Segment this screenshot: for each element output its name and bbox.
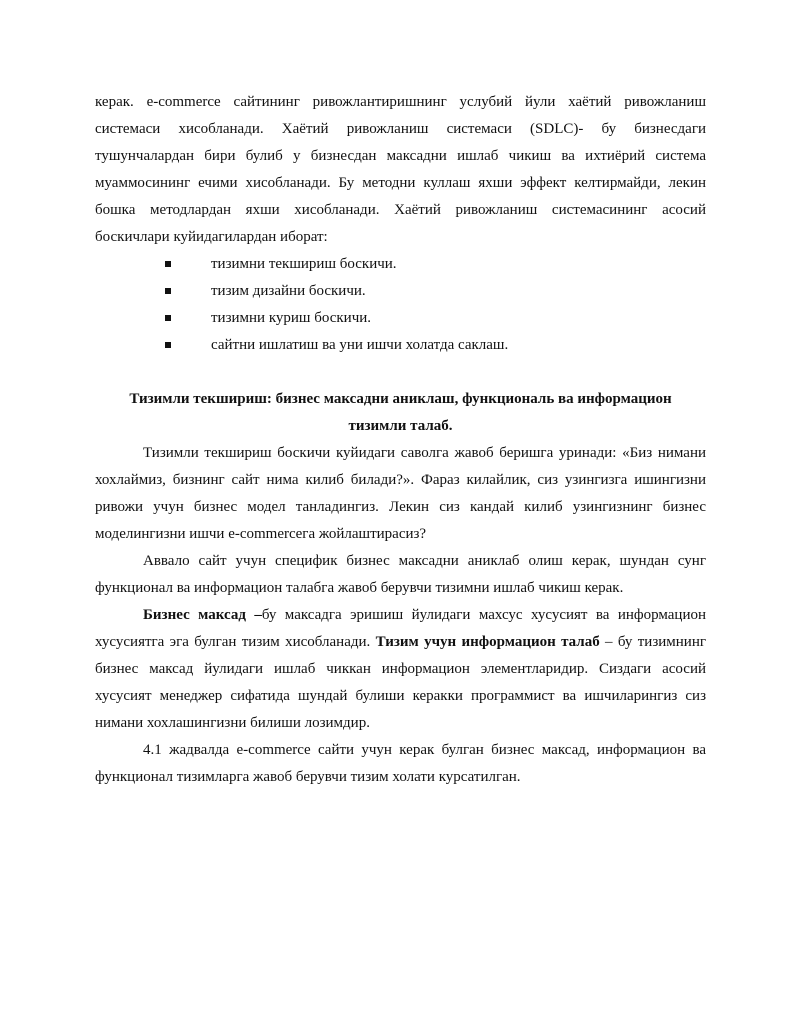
paragraph-2: Аввало сайт учун специфик бизнес максадни аниклаб олиш керак, шундан сунг функционал ва информацион талабга жавоб берувчи тизимни ишлаб чикиш керак. bbox=[95, 553, 706, 596]
list-item-text: тизим дизайни боскичи. bbox=[211, 283, 366, 299]
section-heading-line-2: тизимли талаб. bbox=[348, 418, 453, 434]
bullet-icon bbox=[165, 315, 171, 321]
paragraph-4: 4.1 жадвалда e-commerce сайти учун керак булган бизнес максад, информацион ва функционал тизимларга жавоб берувчи тизим холати курсатилган. bbox=[95, 742, 706, 785]
paragraph-3 bbox=[95, 602, 706, 737]
list-item bbox=[95, 305, 706, 332]
page-content bbox=[95, 89, 706, 791]
term-business-goal: Бизнес максад – bbox=[143, 607, 262, 623]
section-heading bbox=[95, 386, 706, 440]
paragraph-3-text-2: – бу тизимнинг бизнес максад йулидаги ишлаб чиккан информацион элементларидир. Сиздаги асосий хусусият менеджер сифатида шундай булиши керакки программист ва ишчиларингиз сиз нимани хохлашингизни билиши лозимдир. bbox=[95, 634, 706, 731]
list-item bbox=[95, 278, 706, 305]
list-item bbox=[95, 332, 706, 359]
list-item-text: сайтни ишлатиш ва уни ишчи холатда саклаш. bbox=[211, 337, 509, 353]
section-heading-line-1: Тизимли текшириш: бизнес максадни аниклаш, функциональ ва информацион bbox=[129, 391, 672, 407]
paragraph-1: Тизимли текшириш боскичи куйидаги саволга жавоб беришга уринади: «Биз нимани хохлаймиз, бизнинг сайт нима килиб билади?». Фараз килайлик, сиз узингизга ишингизни ривожи учун бизнес модел танладингиз. Лекин сиз кандай килиб узингизнинг бизнес моделингизни ишчи e-commerceга жойлаштирасиз? bbox=[95, 445, 706, 542]
bullet-icon bbox=[165, 261, 171, 267]
list-item-text: тизимни текшириш боскичи. bbox=[211, 256, 397, 272]
steps-list bbox=[95, 251, 706, 359]
bullet-icon bbox=[165, 342, 171, 348]
bullet-icon bbox=[165, 288, 171, 294]
list-item-text: тизимни куриш боскичи. bbox=[211, 310, 372, 326]
term-info-requirement: Тизим учун информацион талаб bbox=[375, 634, 600, 650]
paragraph-3-text-1: бу максадга эришиш йулидаги махсус хусусият ва информацион хусусиятга эга булган тизим хисобланади. bbox=[95, 607, 707, 650]
list-item bbox=[95, 251, 706, 278]
intro-paragraph: керак. e-commerce сайтининг ривожлантиришнинг услубий йули хаётий ривожланиш системаси хисобланади. Хаётий ривожланиш системаси (SDLC)- бу бизнесдаги тушунчалардан бири булиб у бизнесдан максадни ишлаб чикиш ва ихтиёрий система муаммосининг ечими хисобланади. Бу методни куллаш яхши эффект келтирмайди, лекин бошка методлардан яхши хисобланади. Хаётий ривожланиш системасининг асосий боскичлари куйидагилардан иборат: bbox=[95, 94, 706, 245]
